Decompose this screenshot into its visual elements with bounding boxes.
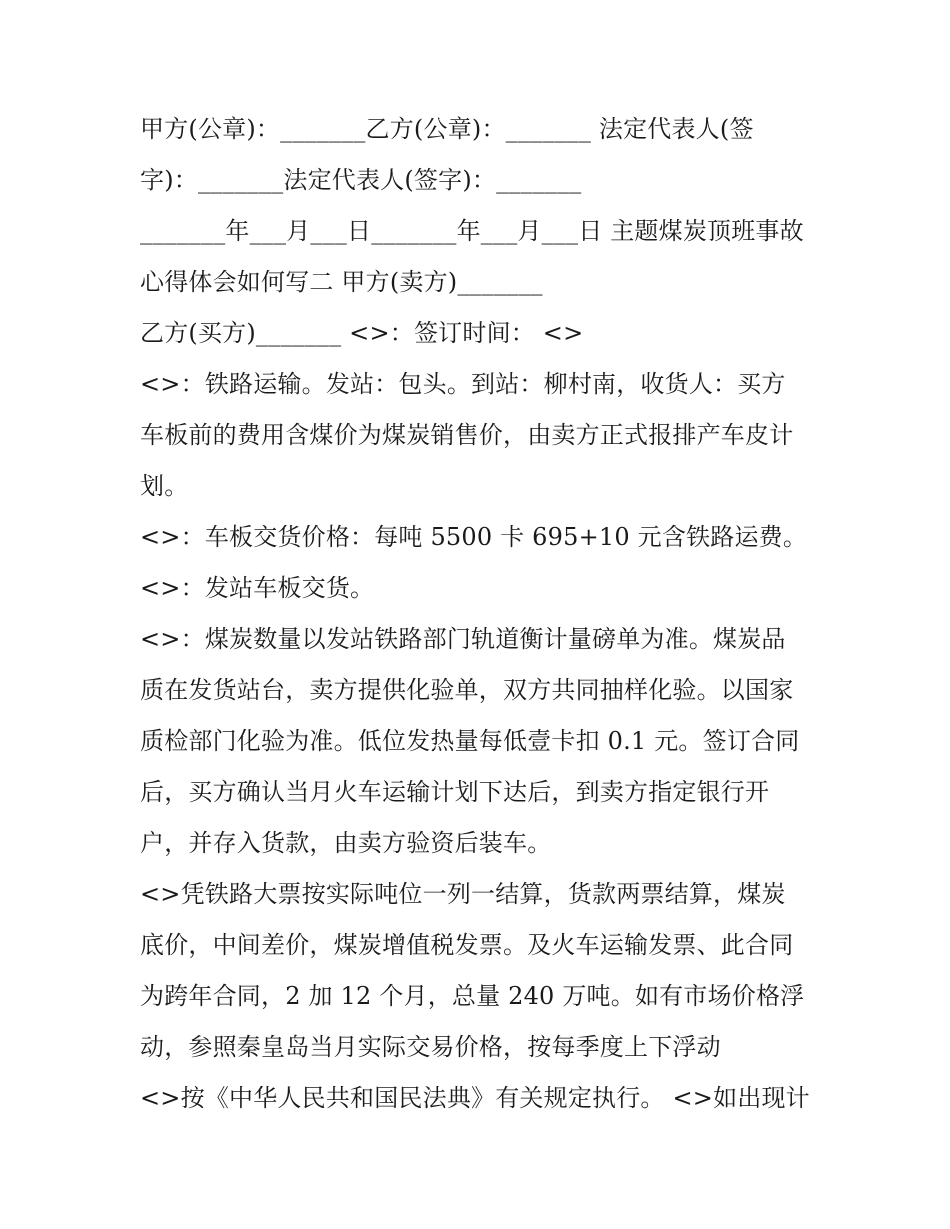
text-line: <>：车板交货价格：每吨 5500 卡 695+10 元含铁路运费。 [140,523,808,551]
text-line: 底价，中间差价，煤炭增值税发票。及火车运输发票、此合同 [140,931,794,959]
text-line: 乙方(买方)_______ <>：签订时间： <> [140,319,584,347]
text-line: 字)：_______法定代表人(签字)：_______ [140,166,582,194]
text-line: <>按《中华人民共和国民法典》有关规定执行。 <>如出现计 [140,1084,810,1112]
text-line: <>：煤炭数量以发站铁路部门轨道衡计量磅单为准。煤炭品 [140,625,786,653]
text-line: 质在发货站台，卖方提供化验单，双方共同抽样化验。以国家 [140,676,794,704]
contract-body [140,104,820,1124]
text-line: 动，参照秦皇岛当月实际交易价格，按每季度上下浮动 [140,1033,721,1061]
text-line: 户，并存入货款，由卖方验资后装车。 [140,829,552,857]
text-line: <>：铁路运输。发站：包头。到站：柳村南，收货人：买方 [140,370,786,398]
text-line: 后，买方确认当月火车运输计划下达后，到卖方指定银行开 [140,778,770,806]
text-line: 质检部门化验为准。低位发热量每低壹卡扣 0.1 元。签订合同 [140,727,800,755]
text-line: 甲方(公章)：_______乙方(公章)：_______ 法定代表人(签 [140,115,754,143]
text-line: 心得体会如何写二 甲方(卖方)_______ [140,268,543,296]
text-line: <>凭铁路大票按实际吨位一列一结算，货款两票结算，煤炭 [140,880,786,908]
text-line: _______年___月___日_______年___月___日 主题煤炭顶班事故 [140,217,804,245]
text-line: <>：发站车板交货。 [140,574,375,602]
text-line: 车板前的费用含煤价为煤炭销售价，由卖方正式报排产车皮计 [140,421,794,449]
text-line: 划。 [140,472,189,500]
text-line: 为跨年合同，2 加 12 个月，总量 240 万吨。如有市场价格浮 [140,982,805,1010]
